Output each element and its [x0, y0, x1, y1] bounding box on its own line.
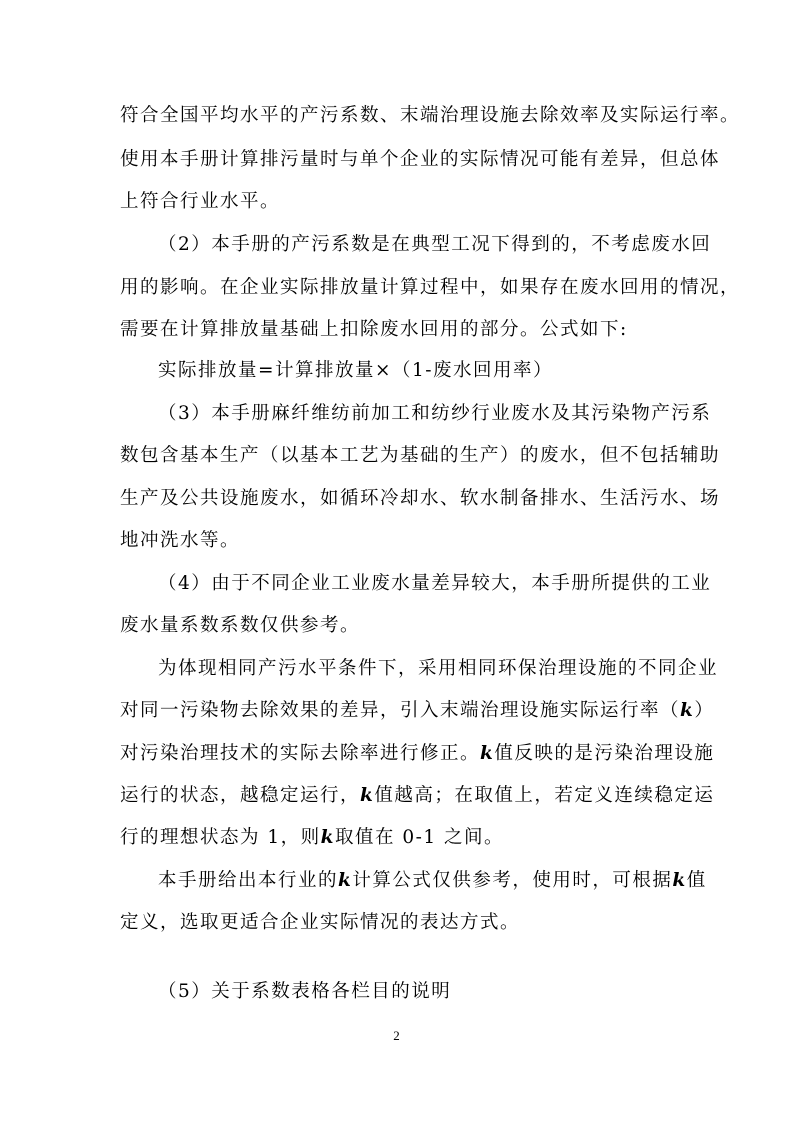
- text-line: 符合全国平均水平的产污系数、末端治理设施去除效率及实际运行率。: [120, 105, 741, 126]
- k-symbol: k: [338, 870, 353, 891]
- text-segment: 本手册给出本行业的: [158, 870, 339, 891]
- text-line: [120, 783, 715, 809]
- text-segment: 行的理想状态为 1，则: [120, 827, 321, 848]
- text-segment: 对污染治理技术的实际去除率进行修正。: [120, 743, 481, 764]
- text-line: （4）由于不同企业工业废水量差异较大，本手册所提供的工业: [158, 573, 712, 594]
- k-symbol: k: [480, 743, 495, 764]
- text-segment: 运行的状态，越稳定运行，: [120, 785, 361, 806]
- text-segment: 对同一污染物去除效果的差异，引入末端治理设施实际运行率（: [120, 700, 681, 721]
- k-symbol: k: [672, 870, 687, 891]
- text-line: 生产及公共设施废水，如循环冷却水、软水制备排水、生活污水、场: [120, 488, 721, 509]
- formula-line: 实际排放量=计算排放量×（1-废水回用率）: [158, 360, 554, 381]
- text-line: （3）本手册麻纤维纺前加工和纺纱行业废水及其污染物产污系: [158, 403, 712, 424]
- text-line: [120, 825, 680, 851]
- text-line: 上符合行业水平。: [120, 191, 281, 212]
- text-line: 使用本手册计算排污量时与单个企业的实际情况可能有差异，但总体: [120, 149, 721, 170]
- text-line: 需要在计算排放量基础上扣除废水回用的部分。公式如下:: [120, 319, 628, 340]
- text-line: （2）本手册的产污系数是在典型工况下得到的，不考虑废水回: [158, 234, 712, 255]
- text-segment: 计算公式仅供参考，使用时，可根据: [352, 870, 673, 891]
- text-line: 用的影响。在企业实际排放量计算过程中，如果存在废水回用的情况，: [120, 277, 741, 298]
- page-number: 2: [393, 1028, 400, 1043]
- k-symbol: k: [320, 827, 335, 848]
- text-line: [120, 698, 715, 724]
- k-symbol: k: [680, 700, 695, 721]
- text-line: [158, 868, 718, 894]
- text-line: 地冲洗水等。: [120, 530, 241, 551]
- section-heading: （5）关于系数表格各栏目的说明: [158, 981, 452, 1002]
- text-line: 废水量系数系数仅供参考。: [120, 615, 361, 636]
- text-line: 定义，选取更适合企业实际情况的表达方式。: [120, 912, 521, 933]
- text-segment: ）: [694, 700, 715, 721]
- text-line: [120, 741, 715, 767]
- text-segment: 值: [686, 870, 707, 891]
- text-segment: 值反映的是污染治理设施: [494, 743, 715, 764]
- text-line: 数包含基本生产（以基本工艺为基础的生产）的废水，但不包括辅助: [120, 445, 721, 466]
- text-segment: 值越高；在取值上，若定义连续稳定运: [374, 785, 715, 806]
- k-symbol: k: [360, 785, 375, 806]
- text-segment: 取值在 0-1 之间。: [334, 827, 505, 848]
- text-line: 为体现相同产污水平条件下，采用相同环保治理设施的不同企业: [158, 658, 719, 679]
